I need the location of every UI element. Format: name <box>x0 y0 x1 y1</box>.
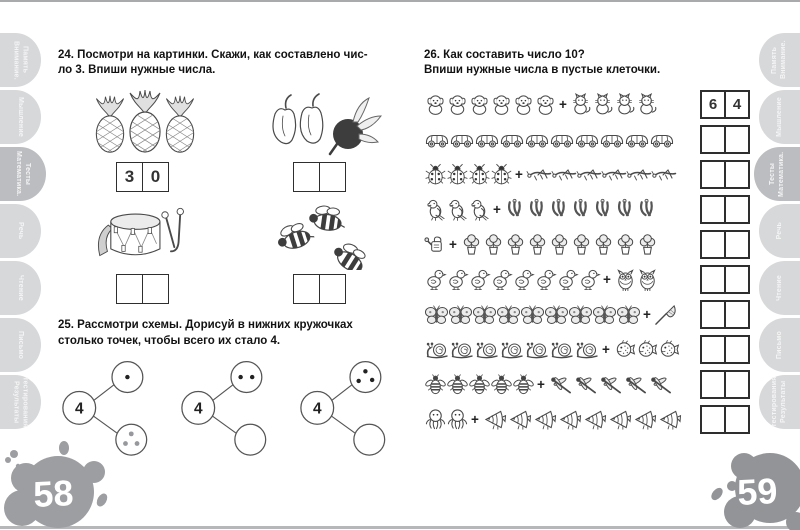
owl-icon <box>636 268 659 291</box>
section-tab-мышление[interactable] <box>0 90 41 144</box>
answer-cell[interactable] <box>702 302 724 327</box>
fly-icon <box>468 373 491 396</box>
picture-group-pineapples <box>58 86 227 192</box>
angelfish-icon <box>507 409 533 430</box>
task-25-text <box>58 318 404 348</box>
page-bottom-edge <box>0 526 800 529</box>
task-26-line-2: Впиши нужные числа в пустые клеточки. <box>424 64 661 77</box>
angelfish-icon <box>482 409 508 430</box>
section-tab-внимание-память[interactable] <box>759 33 800 87</box>
answer-cell[interactable] <box>724 197 748 222</box>
ladybug-group <box>424 163 512 186</box>
section-tab-мышление[interactable] <box>759 90 800 144</box>
chick-icon <box>424 268 447 291</box>
section-tab-label: Внимание. Память <box>12 40 29 80</box>
dog-icon <box>446 93 469 116</box>
grasshopper-icon <box>526 164 552 185</box>
answer-cell[interactable] <box>319 163 345 191</box>
puffer-fish-group <box>613 338 679 361</box>
answer-cell[interactable] <box>319 275 345 303</box>
plant-icon <box>526 233 549 256</box>
answer-box <box>700 300 750 329</box>
page-top-edge <box>0 0 800 2</box>
car-icon <box>449 130 475 149</box>
answer-box <box>116 274 169 304</box>
puffer-fish-icon <box>657 338 680 361</box>
answer-cell[interactable] <box>702 407 724 432</box>
chick-icon <box>578 268 601 291</box>
task-26-equation-rows <box>424 88 750 436</box>
banana-icon <box>592 198 615 221</box>
car-group <box>424 130 674 149</box>
car-icon <box>549 130 575 149</box>
workbook-right-page <box>424 48 750 436</box>
answer-box <box>700 370 750 399</box>
equation-row <box>424 368 750 401</box>
plus-sign: + <box>602 342 610 358</box>
cat-icon <box>570 93 593 116</box>
grasshopper-group <box>526 164 676 185</box>
grasshopper-icon <box>626 164 652 185</box>
banana-group <box>504 198 658 221</box>
angelfish-icon <box>607 409 633 430</box>
answer-box <box>293 162 346 192</box>
section-tab-письмо[interactable] <box>0 318 41 372</box>
butterfly-icon <box>424 304 449 326</box>
equation-row <box>424 333 750 366</box>
butterfly-group <box>424 304 640 326</box>
section-tab-чтение[interactable] <box>759 261 800 315</box>
answer-box <box>700 160 750 189</box>
car-icon <box>499 130 525 149</box>
butterfly-icon <box>616 304 641 326</box>
task-24-text <box>58 48 404 78</box>
section-tab-label: Чтение <box>775 275 783 301</box>
task-26-text <box>424 48 750 78</box>
section-tab-label: Результаты тестирования <box>771 376 788 427</box>
task-25-block <box>58 318 404 456</box>
watering-can-icon <box>424 233 447 256</box>
angelfish-icon <box>557 409 583 430</box>
plus-sign: + <box>515 167 523 183</box>
grasshopper-icon <box>551 164 577 185</box>
plant-icon <box>570 233 593 256</box>
fly-group <box>424 373 534 396</box>
butterfly-icon <box>448 304 473 326</box>
plant-icon <box>636 233 659 256</box>
plus-sign: + <box>449 237 457 253</box>
drum-picture <box>68 198 218 270</box>
dragonfly-group <box>548 374 673 395</box>
watering-can-group <box>424 233 446 256</box>
cat-icon <box>592 93 615 116</box>
equation-row <box>424 298 750 331</box>
answer-box <box>700 125 750 154</box>
snail-icon <box>499 339 525 360</box>
parrot-icon <box>424 198 447 221</box>
answer-box <box>116 162 169 192</box>
angelfish-group <box>482 409 682 430</box>
plant-icon <box>504 233 527 256</box>
banana-icon <box>526 198 549 221</box>
banana-icon <box>504 198 527 221</box>
section-tab-label: Результаты тестирования <box>12 377 29 428</box>
section-tab-label: Математика. Тесты <box>15 151 32 197</box>
net-icon <box>654 303 677 326</box>
dog-group <box>424 93 556 116</box>
dog-icon <box>534 93 557 116</box>
answer-cell[interactable]: 4 <box>724 92 748 117</box>
diagram-total: 4 <box>74 400 84 418</box>
equation-row <box>424 88 750 121</box>
grasshopper-icon <box>576 164 602 185</box>
dog-icon <box>424 93 447 116</box>
bees-picture <box>245 198 395 270</box>
section-tab-label: Речь <box>17 222 25 240</box>
car-icon <box>574 130 600 149</box>
section-tab-письмо[interactable] <box>759 318 800 372</box>
section-tab-label: Речь <box>775 222 783 240</box>
plant-icon <box>548 233 571 256</box>
angelfish-icon <box>657 409 683 430</box>
task-26-line-1: 26. Как составить число 10? <box>424 49 585 61</box>
car-icon <box>649 130 675 149</box>
answer-cell[interactable] <box>724 267 748 292</box>
equation-row <box>424 228 750 261</box>
section-tab-label: Мышление <box>775 97 783 137</box>
section-tab-чтение[interactable] <box>0 261 41 315</box>
fly-icon <box>490 373 513 396</box>
octopus-group <box>424 408 468 431</box>
task-24-line-2: ло 3. Впиши нужные числа. <box>58 64 216 77</box>
answer-cell[interactable]: 3 <box>124 167 135 187</box>
puffer-fish-icon <box>613 338 636 361</box>
butterfly-icon <box>544 304 569 326</box>
answer-box <box>700 230 750 259</box>
dragonfly-icon <box>548 374 574 395</box>
angelfish-icon <box>532 409 558 430</box>
ladybug-icon <box>468 163 491 186</box>
answer-cell[interactable] <box>702 197 724 222</box>
task-24-picture-grid <box>58 86 404 304</box>
section-tab-label: Письмо <box>775 330 783 360</box>
left-section-tab-rail <box>0 33 48 429</box>
answer-cell[interactable] <box>702 337 724 362</box>
section-tab-внимание-память[interactable] <box>0 33 41 87</box>
equation-row <box>424 263 750 296</box>
plant-group <box>460 233 658 256</box>
answer-cell[interactable] <box>724 407 748 432</box>
answer-cell[interactable] <box>724 337 748 362</box>
section-tab-label: Чтение <box>17 275 25 301</box>
page-number-59: 59 <box>736 469 779 514</box>
page-number-blob-59 <box>710 442 800 530</box>
diagram-total: 4 <box>193 400 203 418</box>
angelfish-icon <box>632 409 658 430</box>
answer-cell[interactable]: 0 <box>142 163 168 191</box>
page-number-blob-58 <box>4 440 116 530</box>
ladybug-icon <box>446 163 469 186</box>
banana-icon <box>636 198 659 221</box>
chick-icon <box>446 268 469 291</box>
section-tab-результаты-тестирования[interactable] <box>0 375 41 429</box>
answer-box <box>700 405 750 434</box>
fly-icon <box>446 373 469 396</box>
dragonfly-icon <box>598 374 624 395</box>
dragonfly-icon <box>573 374 599 395</box>
section-tab-label: Письмо <box>17 330 25 360</box>
snail-icon <box>424 339 450 360</box>
banana-icon <box>570 198 593 221</box>
car-icon <box>524 130 550 149</box>
dragonfly-icon <box>623 374 649 395</box>
plant-icon <box>482 233 505 256</box>
angelfish-icon <box>582 409 608 430</box>
snail-group <box>424 339 599 360</box>
answer-cell[interactable] <box>702 372 724 397</box>
answer-cell[interactable] <box>117 275 142 303</box>
banana-icon <box>548 198 571 221</box>
fly-icon <box>512 373 535 396</box>
section-tab-label: Мышление <box>17 97 25 137</box>
plus-sign: + <box>493 202 501 218</box>
right-section-tab-rail <box>752 33 800 429</box>
snail-icon <box>524 339 550 360</box>
number-bond-diagram[interactable] <box>296 353 404 457</box>
equation-row <box>424 123 750 156</box>
answer-cell[interactable] <box>702 162 724 187</box>
butterfly-icon <box>472 304 497 326</box>
section-tab-речь[interactable] <box>759 204 800 258</box>
answer-cell[interactable] <box>702 127 724 152</box>
grasshopper-icon <box>601 164 627 185</box>
net-group <box>654 303 676 326</box>
owl-icon <box>614 268 637 291</box>
butterfly-icon <box>520 304 545 326</box>
butterfly-icon <box>496 304 521 326</box>
chick-icon <box>556 268 579 291</box>
plus-sign: + <box>471 412 479 428</box>
answer-cell[interactable] <box>724 127 748 152</box>
ladybug-icon <box>490 163 513 186</box>
car-icon <box>599 130 625 149</box>
answer-cell[interactable] <box>724 372 748 397</box>
ladybug-icon <box>424 163 447 186</box>
chick-icon <box>512 268 535 291</box>
plus-sign: + <box>537 377 545 393</box>
answer-cell[interactable] <box>142 275 168 303</box>
banana-icon <box>614 198 637 221</box>
diagram-total: 4 <box>312 400 322 418</box>
section-tab-математика-тесты[interactable] <box>754 147 800 201</box>
section-tab-label: Математика. Тесты <box>768 151 785 197</box>
parrot-icon <box>446 198 469 221</box>
answer-cell[interactable] <box>294 163 319 191</box>
answer-box <box>700 195 750 224</box>
answer-cell[interactable]: 6 <box>708 96 718 114</box>
cat-icon <box>614 93 637 116</box>
section-tab-результаты-тестирования[interactable] <box>759 375 800 429</box>
parrot-icon <box>468 198 491 221</box>
butterfly-icon <box>568 304 593 326</box>
cat-icon <box>636 93 659 116</box>
plus-sign: + <box>603 272 611 288</box>
dog-icon <box>468 93 491 116</box>
number-bond-diagram[interactable] <box>177 353 285 457</box>
workbook-left-page <box>58 48 404 457</box>
car-icon <box>424 130 450 149</box>
snail-icon <box>549 339 575 360</box>
dragonfly-icon <box>648 374 674 395</box>
answer-cell[interactable] <box>294 275 319 303</box>
answer-cell[interactable] <box>702 232 724 257</box>
task-24-line-1: 24. Посмотри на картинки. Скажи, как составлено чис- <box>58 49 368 61</box>
section-tab-речь[interactable] <box>0 204 41 258</box>
equation-row <box>424 158 750 191</box>
plant-icon <box>460 233 483 256</box>
chick-group <box>424 268 600 291</box>
answer-cell[interactable] <box>724 232 748 257</box>
equation-row <box>424 403 750 436</box>
answer-box <box>700 90 750 119</box>
section-tab-label: Внимание. Память <box>771 40 788 80</box>
picture-group-peppers-beet <box>235 86 404 192</box>
fly-icon <box>424 373 447 396</box>
answer-cell[interactable] <box>724 162 748 187</box>
car-icon <box>474 130 500 149</box>
owl-group <box>614 268 658 291</box>
equation-row <box>424 193 750 226</box>
grasshopper-icon <box>651 164 677 185</box>
plus-sign: + <box>559 97 567 113</box>
answer-box <box>700 335 750 364</box>
peppers-beet-picture <box>245 86 395 158</box>
answer-cell[interactable] <box>702 267 724 292</box>
car-icon <box>624 130 650 149</box>
octopus-icon <box>446 408 469 431</box>
picture-group-drum <box>58 198 227 304</box>
section-tab-математика-тесты[interactable] <box>0 147 46 201</box>
snail-icon <box>449 339 475 360</box>
butterfly-icon <box>592 304 617 326</box>
plant-icon <box>592 233 615 256</box>
octopus-icon <box>424 408 447 431</box>
answer-box <box>700 265 750 294</box>
dog-icon <box>512 93 535 116</box>
cat-group <box>570 93 658 116</box>
page-number-58: 58 <box>32 471 75 516</box>
picture-group-bees <box>235 198 404 304</box>
snail-icon <box>474 339 500 360</box>
answer-cell[interactable] <box>724 302 748 327</box>
pineapples-picture <box>68 86 218 158</box>
task-25-line-2: столько точек, чтобы всего их стало 4. <box>58 334 281 347</box>
plant-icon <box>614 233 637 256</box>
plus-sign: + <box>643 307 651 323</box>
parrot-group <box>424 198 490 221</box>
chick-icon <box>490 268 513 291</box>
task-25-line-1: 25. Рассмотри схемы. Дорисуй в нижних кружочках <box>58 319 353 332</box>
snail-icon <box>574 339 600 360</box>
puffer-fish-icon <box>635 338 658 361</box>
chick-icon <box>534 268 557 291</box>
chick-icon <box>468 268 491 291</box>
answer-box <box>293 274 346 304</box>
dog-icon <box>490 93 513 116</box>
